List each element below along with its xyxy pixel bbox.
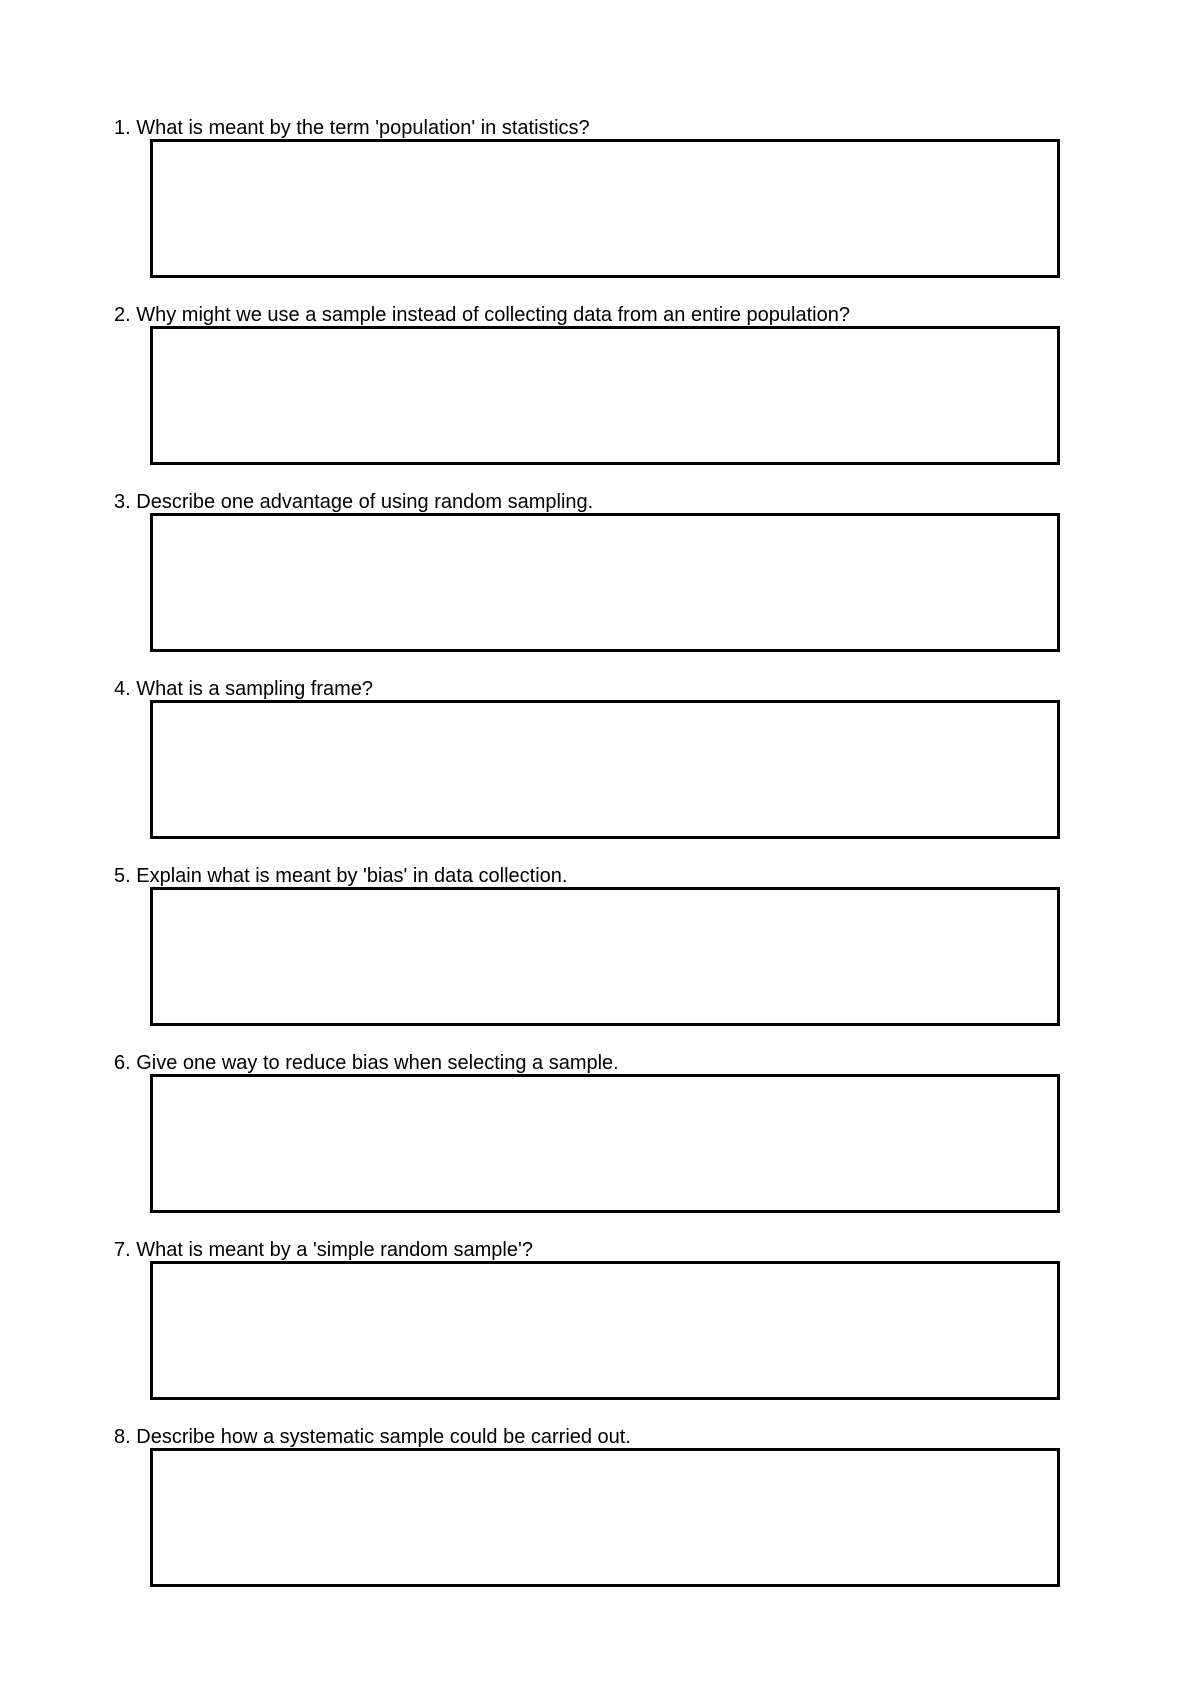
question-1-number: 1. <box>114 117 131 139</box>
question-3-text <box>114 491 593 513</box>
question-3 <box>114 491 1060 663</box>
question-6-number: 6. <box>114 1052 131 1074</box>
question-6 <box>114 1052 1060 1224</box>
question-2-prompt: Why might we use a sample instead of collecting data from an entire population? <box>136 304 850 326</box>
question-5-number: 5. <box>114 865 131 887</box>
question-2-text <box>114 304 850 326</box>
question-8 <box>114 1426 1060 1598</box>
question-6-prompt: Give one way to reduce bias when selecting a sample. <box>136 1052 619 1074</box>
question-4-prompt: What is a sampling frame? <box>136 678 374 700</box>
question-2 <box>114 304 1060 476</box>
question-8-prompt: Describe how a systematic sample could be carried out. <box>136 1426 631 1448</box>
question-4-number: 4. <box>114 678 131 700</box>
answer-box-7[interactable] <box>150 1261 1060 1400</box>
answer-box-5[interactable] <box>150 887 1060 1026</box>
answer-box-2[interactable] <box>150 326 1060 465</box>
question-8-text <box>114 1426 631 1448</box>
question-8-number: 8. <box>114 1426 131 1448</box>
question-7-prompt: What is meant by a 'simple random sample'? <box>136 1239 533 1261</box>
answer-box-1[interactable] <box>150 139 1060 278</box>
question-1-prompt: What is meant by the term 'population' in statistics? <box>136 117 590 139</box>
question-4-text <box>114 678 373 700</box>
question-3-number: 3. <box>114 491 131 513</box>
answer-box-6[interactable] <box>150 1074 1060 1213</box>
question-5-text <box>114 865 567 887</box>
question-1-text <box>114 117 590 139</box>
answer-box-4[interactable] <box>150 700 1060 839</box>
question-7 <box>114 1239 1060 1411</box>
question-6-text <box>114 1052 619 1074</box>
question-7-text <box>114 1239 533 1261</box>
answer-box-8[interactable] <box>150 1448 1060 1587</box>
question-4 <box>114 678 1060 850</box>
question-7-number: 7. <box>114 1239 131 1261</box>
question-5 <box>114 865 1060 1037</box>
question-3-prompt: Describe one advantage of using random sampling. <box>136 491 594 513</box>
question-5-prompt: Explain what is meant by 'bias' in data collection. <box>136 865 568 887</box>
question-2-number: 2. <box>114 304 131 326</box>
answer-box-3[interactable] <box>150 513 1060 652</box>
question-1 <box>114 117 1060 289</box>
